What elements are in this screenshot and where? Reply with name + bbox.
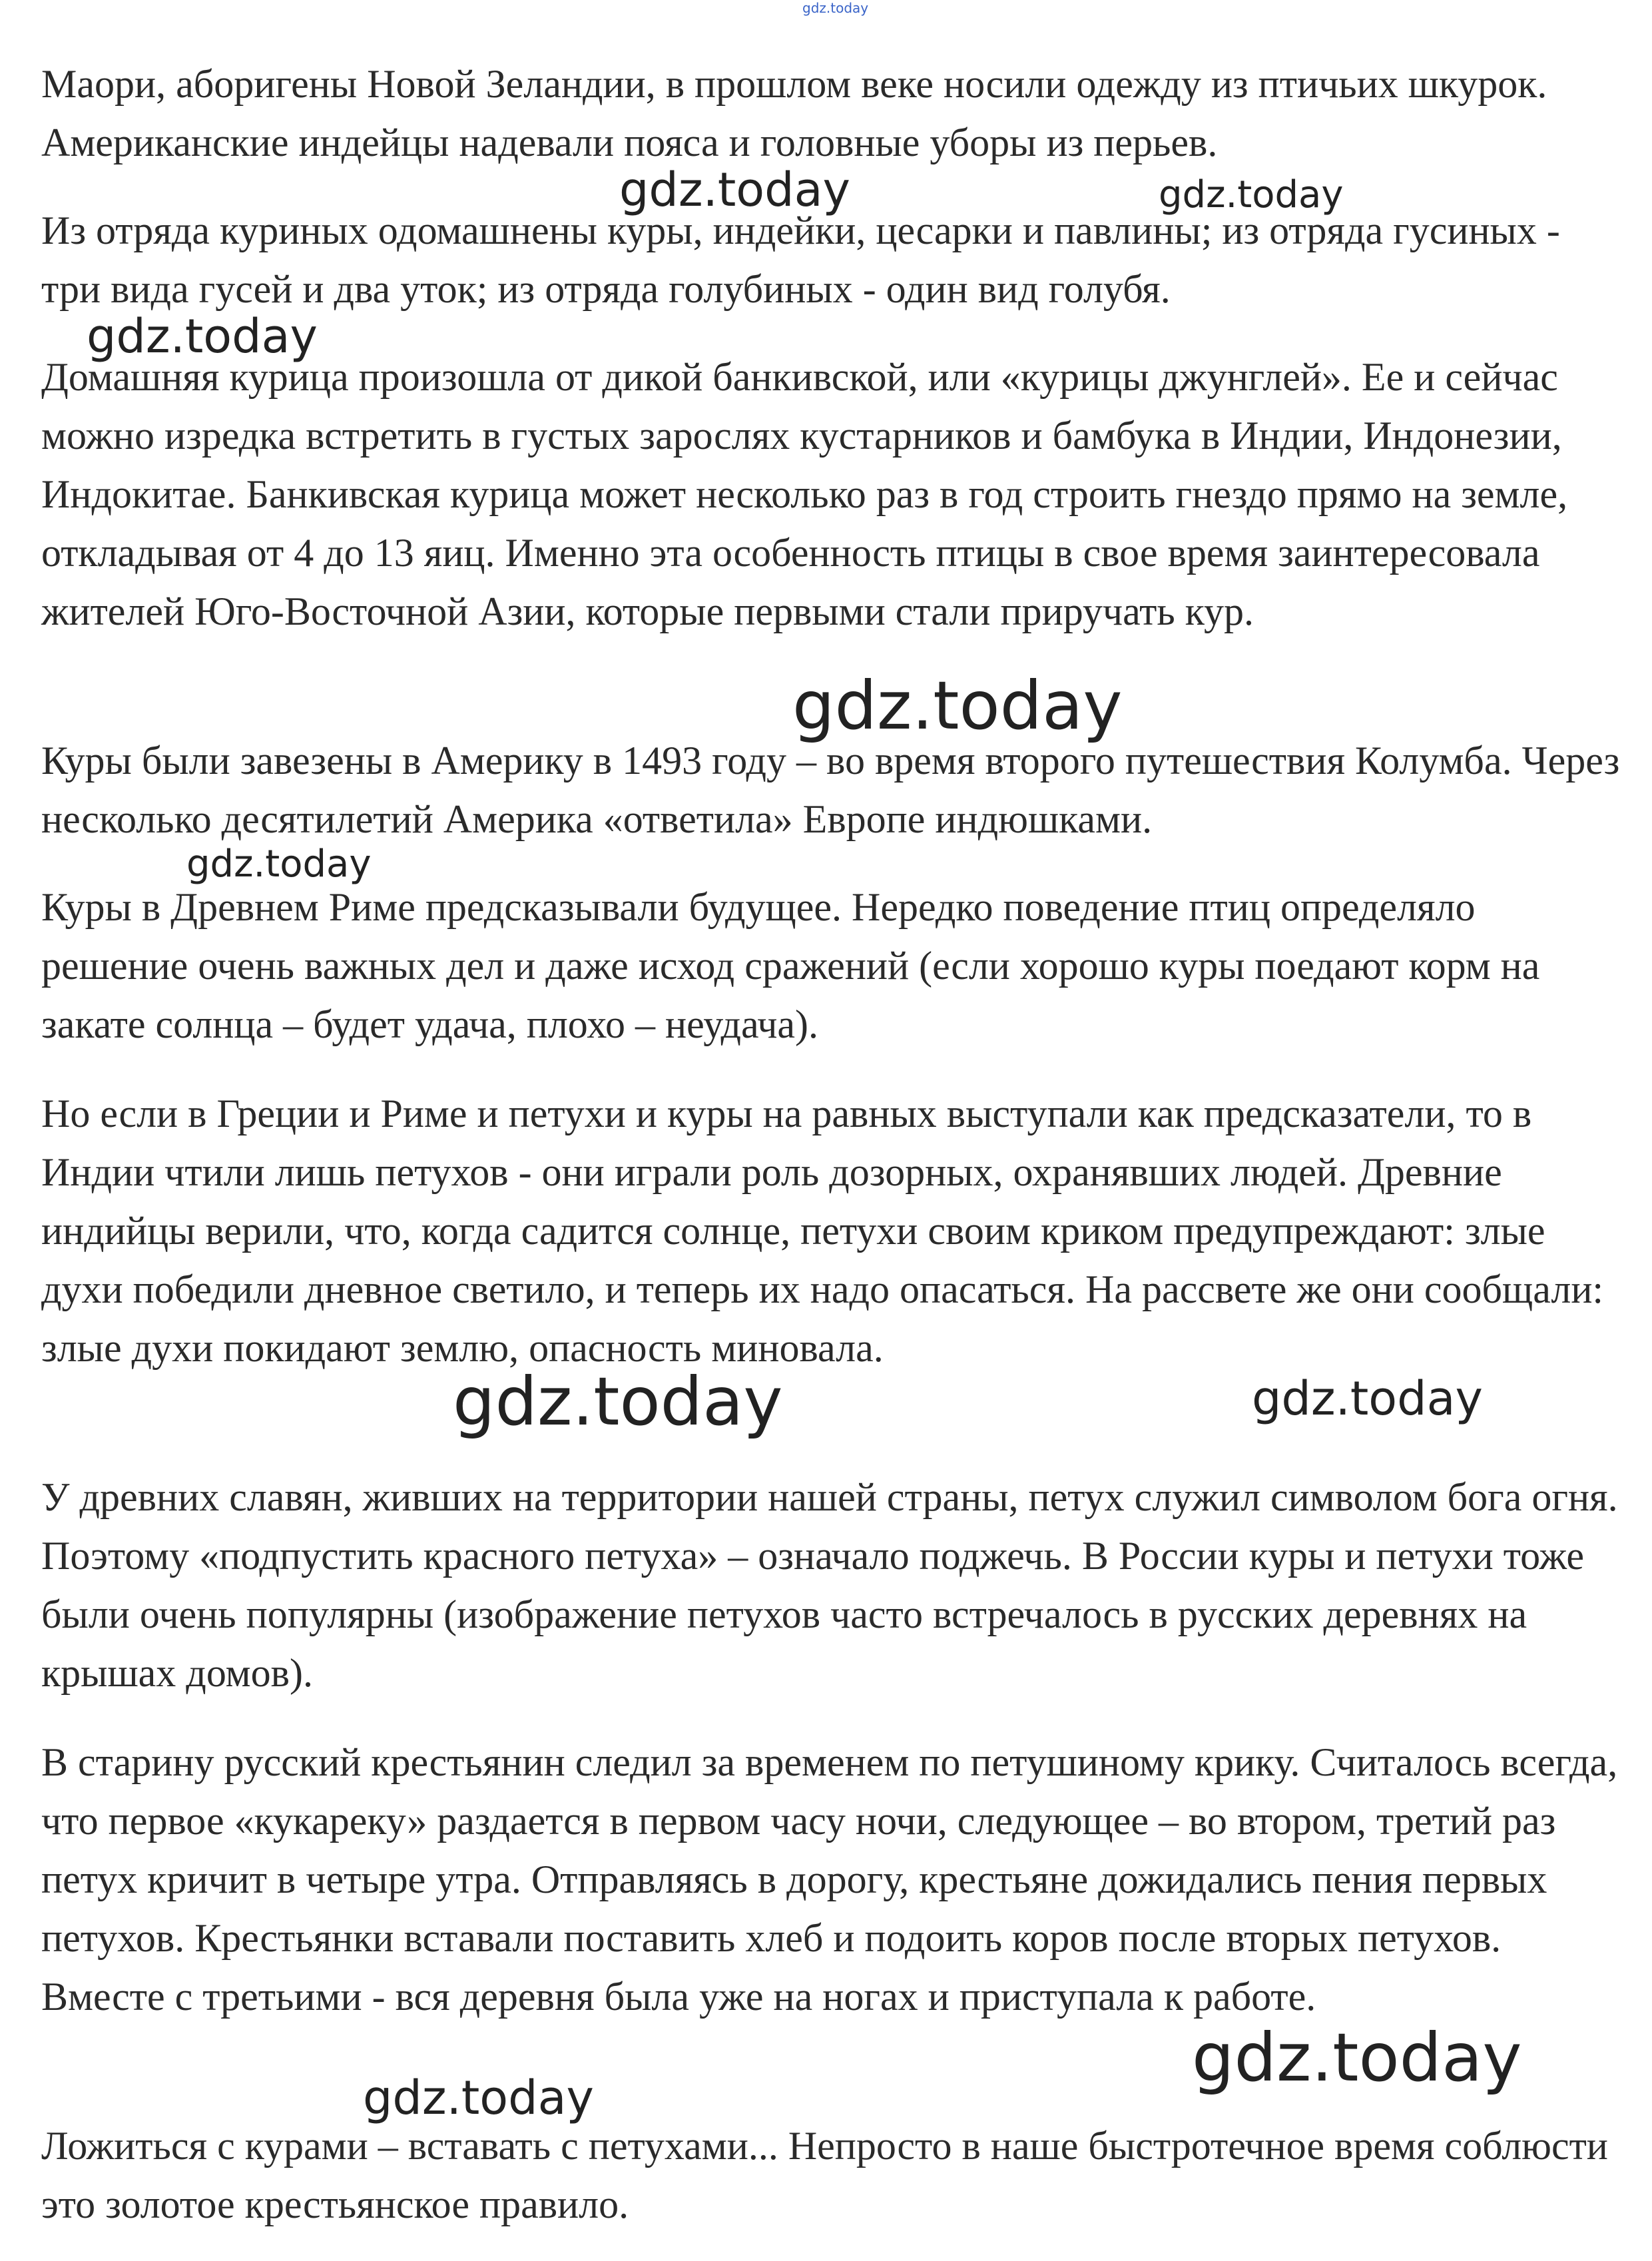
paragraph-peasant-time: В старину русский крестьянин следил за временем по петушиному крику. Считалось всегда, что первое «кукареку» раздается в первом часу ночи, следующее – во втором, третий раз петух кричит в четыре утра. Отправляясь в дорогу, крестьяне дожидались пения первых петухов. Крестьянки вставали поставить хлеб и подоить коров после вторых петухов. Вместе с третьими - вся деревня была уже на ногах и приступала к работе. — [41, 1740, 1618, 2019]
header-watermark: gdz.today — [802, 0, 869, 16]
watermark: gdz.today — [1192, 2019, 1522, 2097]
watermark: gdz.today — [363, 2071, 594, 2125]
paragraph-america: Куры были завезены в Америку в 1493 году – во время второго путешествия Колумба. Через несколько десятилетий Америка «ответила» Европе индюшками. — [41, 739, 1620, 841]
watermark: gdz.today — [453, 1363, 783, 1441]
watermark: gdz.today — [1252, 1371, 1483, 1426]
paragraph-maori: Маори, аборигены Новой Зеландии, в прошлом веке носили одежду из птичьих шкурок. Американские индейцы надевали пояса и головные уборы из перьев. — [41, 62, 1547, 164]
watermark: gdz.today — [619, 162, 850, 217]
paragraph-greece-india: Но если в Греции и Риме и петухи и куры на равных выступали как предсказатели, то в Индии чтили лишь петухов - они играли роль дозорных, охранявших людей. Древние индийцы верили, что, когда садится солнце, петухи своим криком предупреждают: злые духи победили дневное светило, и теперь их надо опасаться. На рассвете же они сообщали: злые духи покидают землю, опасность миновала. — [41, 1092, 1604, 1370]
watermark: gdz.today — [186, 842, 372, 886]
paragraph-slavs: У древних славян, живших на территории нашей страны, петух служил символом бога огня. Поэтому «подпустить красного петуха» – означало поджечь. В России куры и петухи тоже были очень популярны (изображение петухов часто встречалось в русских деревнях на крышах домов). — [41, 1475, 1618, 1695]
paragraph-ancient-rome: Куры в Древнем Риме предсказывали будущее. Нередко поведение птиц определяло решение очень важных дел и даже исход сражений (если хорошо куры поедают корм на закате солнца – будет удача, плохо – неудача). — [41, 885, 1540, 1046]
paragraph-proverb: Ложиться с курами – вставать с петухами... Непросто в наше быстротечное время соблюсти это золотое крестьянское правило. — [41, 2124, 1608, 2226]
watermark: gdz.today — [792, 667, 1123, 745]
watermark: gdz.today — [87, 309, 318, 364]
paragraph-jungle-fowl: Домашняя курица произошла от дикой банкивской, или «курицы джунглей». Ее и сейчас можно изредка встретить в густых зарослях кустарников и бамбука в Индии, Индонезии, Индокитае. Банкивская курица может несколько раз в год строить гнездо прямо на земле, откладывая от 4 до 13 яиц. Именно эта особенность птицы в свое время заинтересовала жителей Юго-Восточной Азии, которые первыми стали приручать кур. — [41, 355, 1568, 633]
paragraph-domestication: Из отряда куриных одомашнены куры, индейки, цесарки и павлины; из отряда гусиных - три вида гусей и два уток; из отряда голубиных - один вид голубя. — [41, 208, 1560, 311]
watermark: gdz.today — [1159, 173, 1344, 216]
